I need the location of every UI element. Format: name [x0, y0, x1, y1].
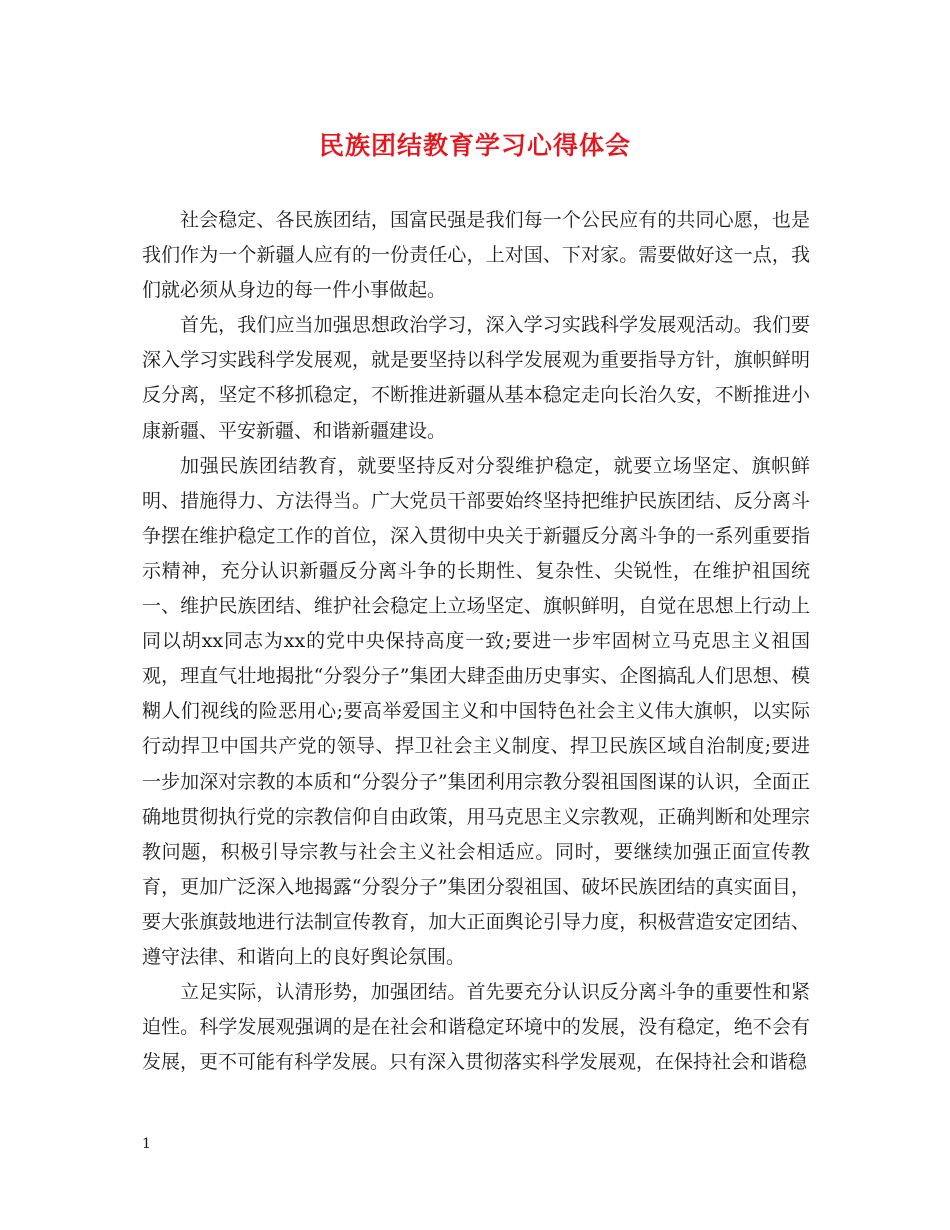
paragraph: 加强民族团结教育，就要坚持反对分裂维护稳定，就要立场坚定、旗帜鲜明、措施得力、方法得当。广大党员干部要始终坚持把维护民族团结、反分离斗争摆在维护稳定工作的首位，深入贯彻中央关于新疆反分离斗争的一系列重要指示精神，充分认识新疆反分离斗争的长期性、复杂性、尖锐性，在维护祖国统一、维护民族团结、维护社会稳定上立场坚定、旗帜鲜明，自觉在思想上行动上同以胡xx同志为xx的党中央保持高度一致;要进一步牢固树立马克思主义祖国观，理直气壮地揭批“分裂分子”集团大肆歪曲历史事实、企图搞乱人们思想、模糊人们视线的险恶用心;要高举爱国主义和中国特色社会主义伟大旗帜，以实际行动捍卫中国共产党的领导、捍卫社会主义制度、捍卫民族区域自治制度;要进一步加深对宗教的本质和“分裂分子”集团利用宗教分裂祖国图谋的认识，全面正确地贯彻执行党的宗教信仰自由政策，用马克思主义宗教观，正确判断和处理宗教问题，积极引导宗教与社会主义社会相适应。同时，要继续加强正面宣传教育，更加广泛深入地揭露“分裂分子”集团分裂祖国、破坏民族团结的真实面目，要大张旗鼓地进行法制宣传教育，加大正面舆论引导力度，积极营造安定团结、遵守法律、和谐向上的良好舆论氛围。 [142, 454, 810, 968]
document-title: 民族团结教育学习心得体会 [318, 131, 631, 160]
page-number: 1 [142, 1136, 151, 1152]
paragraph: 立足实际，认清形势，加强团结。首先要充分认识反分离斗争的重要性和紧迫性。科学发展观强调的是在社会和谐稳定环境中的发展，没有稳定，绝不会有发展，更不可能有科学发展。只有深入贯彻落实科学发展观，在保持社会和谐稳 [142, 981, 810, 1074]
document-body [142, 203, 810, 1080]
paragraph: 首先，我们应当加强思想政治学习，深入学习实践科学发展观活动。我们要深入学习实践科学发展观，就是要坚持以科学发展观为重要指导方针，旗帜鲜明反分离，坚定不移抓稳定，不断推进新疆从基本稳定走向长治久安，不断推进小康新疆、平安新疆、和谐新疆建设。 [142, 314, 810, 442]
paragraph: 社会稳定、各民族团结，国富民强是我们每一个公民应有的共同心愿，也是我们作为一个新疆人应有的一份责任心，上对国、下对家。需要做好这一点，我们就必须从身边的每一件小事做起。 [142, 209, 810, 302]
